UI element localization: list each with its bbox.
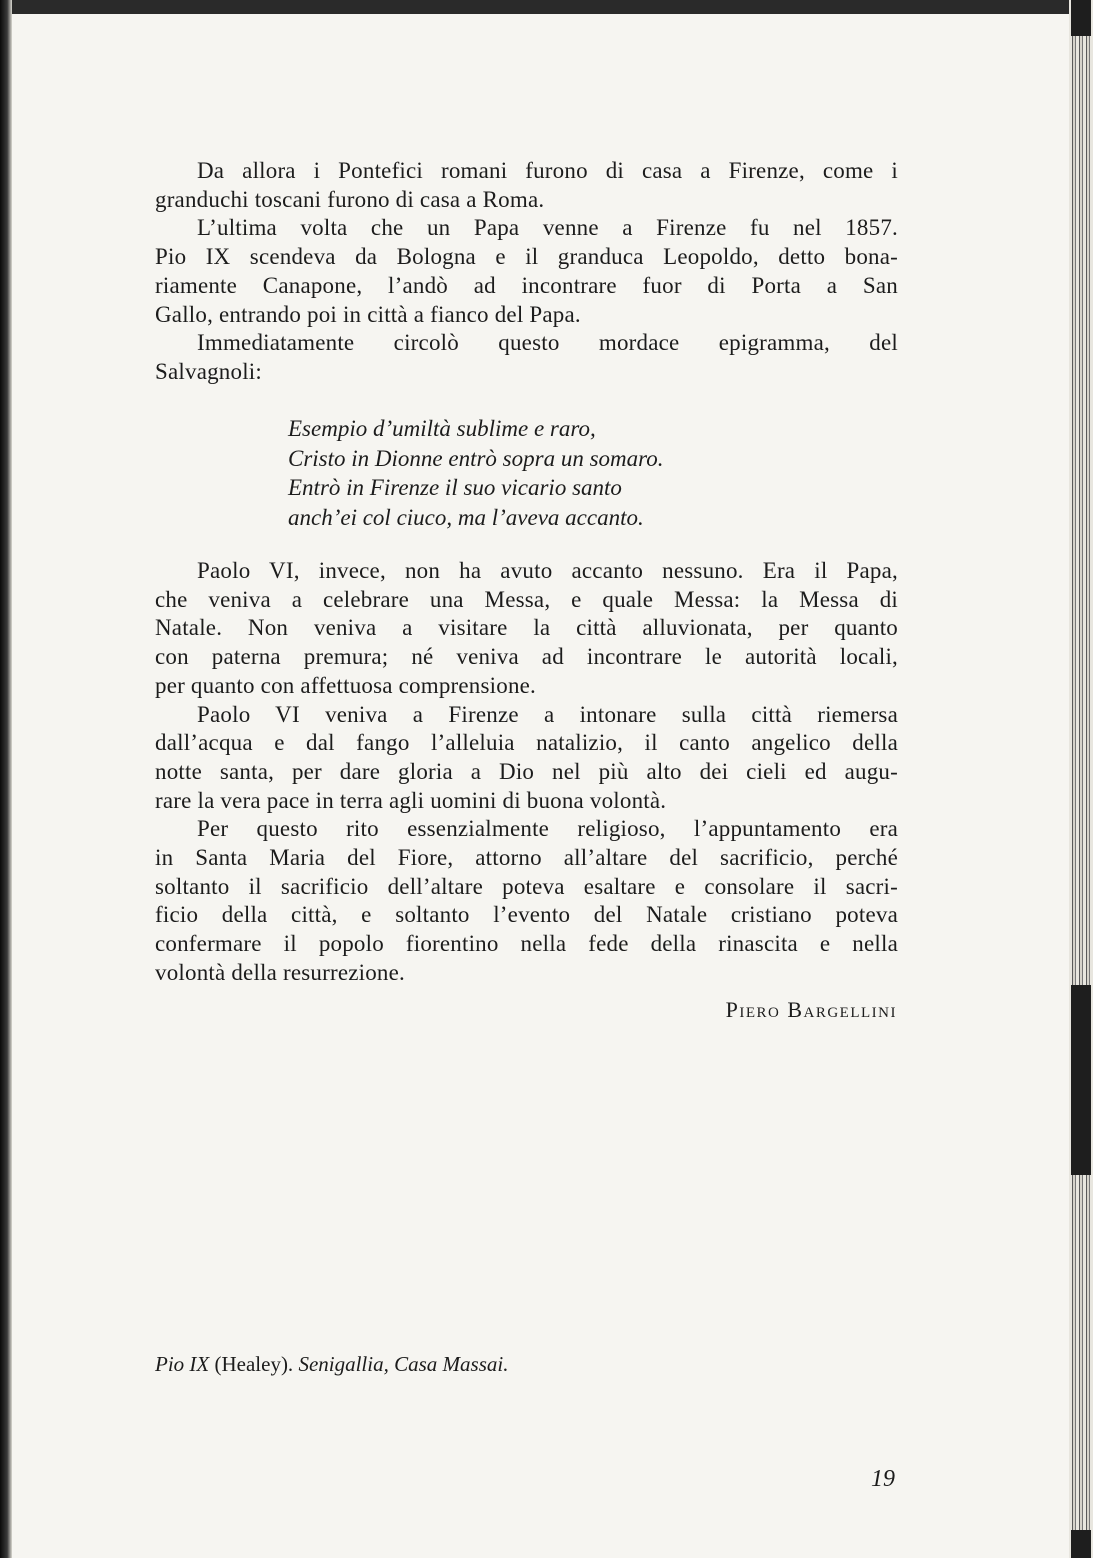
epigram-line: anch’ei col ciuco, ma l’aveva accanto. — [288, 504, 644, 530]
text-line: notte santa, per dare gloria a Dio nel più alto dei cieli ed augu- — [155, 758, 898, 784]
text-line: Immediatamente circolò questo mordace epigramma, del — [197, 330, 898, 356]
body-text-top — [155, 157, 898, 387]
caption-artist: (Healey). — [214, 1352, 294, 1376]
text-line: confermare il popolo fiorentino nella fede della rinascita e nella — [155, 931, 898, 957]
text-line: ficio della città, e soltanto l’evento del Natale cristiano poteva — [155, 902, 898, 928]
epigram — [288, 414, 663, 532]
text-line: Per questo rito essenzialmente religioso, l’appuntamento era — [197, 816, 898, 842]
paragraph-6 — [155, 815, 898, 987]
body-text-bottom — [155, 557, 898, 988]
text-line: soltanto il sacrificio dell’altare poteva esaltare e consolare il sacri- — [155, 873, 898, 899]
text-line: Gallo, entrando poi in città a fianco del Papa. — [155, 301, 581, 327]
text-line: che veniva a celebrare una Messa, e quale Messa: la Messa di — [155, 586, 898, 612]
text-line: Pio IX scendeva da Bologna e il granduca Leopoldo, detto bona- — [155, 244, 898, 270]
text-line: in Santa Maria del Fiore, attorno all’altare del sacrificio, perché — [155, 845, 898, 871]
text-line: Paolo VI, invece, non ha avuto accanto nessuno. Era il Papa, — [197, 558, 898, 583]
page-edges-strip — [1069, 0, 1093, 1558]
paragraph-4 — [155, 557, 898, 701]
text-line: L’ultima volta che un Papa venne a Firenze fu nel 1857. — [197, 215, 898, 241]
epigram-line: Entrò in Firenze il suo vicario santo — [288, 475, 622, 500]
text-line: granduchi toscani furono di casa a Roma. — [155, 186, 545, 212]
caption-subject: Pio IX — [155, 1352, 210, 1376]
text-line: per quanto con affettuosa comprensione. — [155, 672, 536, 698]
epigram-line: Cristo in Dionne entrò sopra un somaro. — [288, 445, 664, 471]
text-line: con paterna premura; né veniva ad incontrare le autorità locali, — [155, 644, 898, 670]
caption-location: Senigallia, Casa Massai. — [298, 1352, 509, 1376]
text-line: dall’acqua e dal fango l’alleluia natalizio, il canto angelico della — [155, 730, 898, 756]
image-caption — [155, 1352, 508, 1377]
binding-edge — [0, 0, 12, 1558]
text-line: Natale. Non veniva a visitare la città alluvionata, per quanto — [155, 615, 898, 641]
text-line: Paolo VI veniva a Firenze a intonare sulla città riemersa — [197, 701, 898, 727]
text-line: rare la vera pace in terra agli uomini di buona volontà. — [155, 787, 667, 813]
text-line: volontà della resurrezione. — [155, 959, 405, 985]
paragraph-2 — [155, 214, 898, 329]
text-line: Salvagnoli: — [155, 358, 262, 384]
page-number: 19 — [871, 1466, 895, 1492]
paragraph-3 — [155, 329, 898, 386]
author-signature: Piero Bargellini — [725, 997, 897, 1022]
text-line: Da allora i Pontefici romani furono di casa a Firenze, come i — [197, 158, 898, 183]
paragraph-1 — [155, 157, 898, 214]
paragraph-5 — [155, 701, 898, 816]
epigram-line: Esempio d’umiltà sublime e raro, — [288, 416, 596, 441]
text-line: riamente Canapone, l’andò ad incontrare fuor di Porta a San — [155, 272, 898, 298]
